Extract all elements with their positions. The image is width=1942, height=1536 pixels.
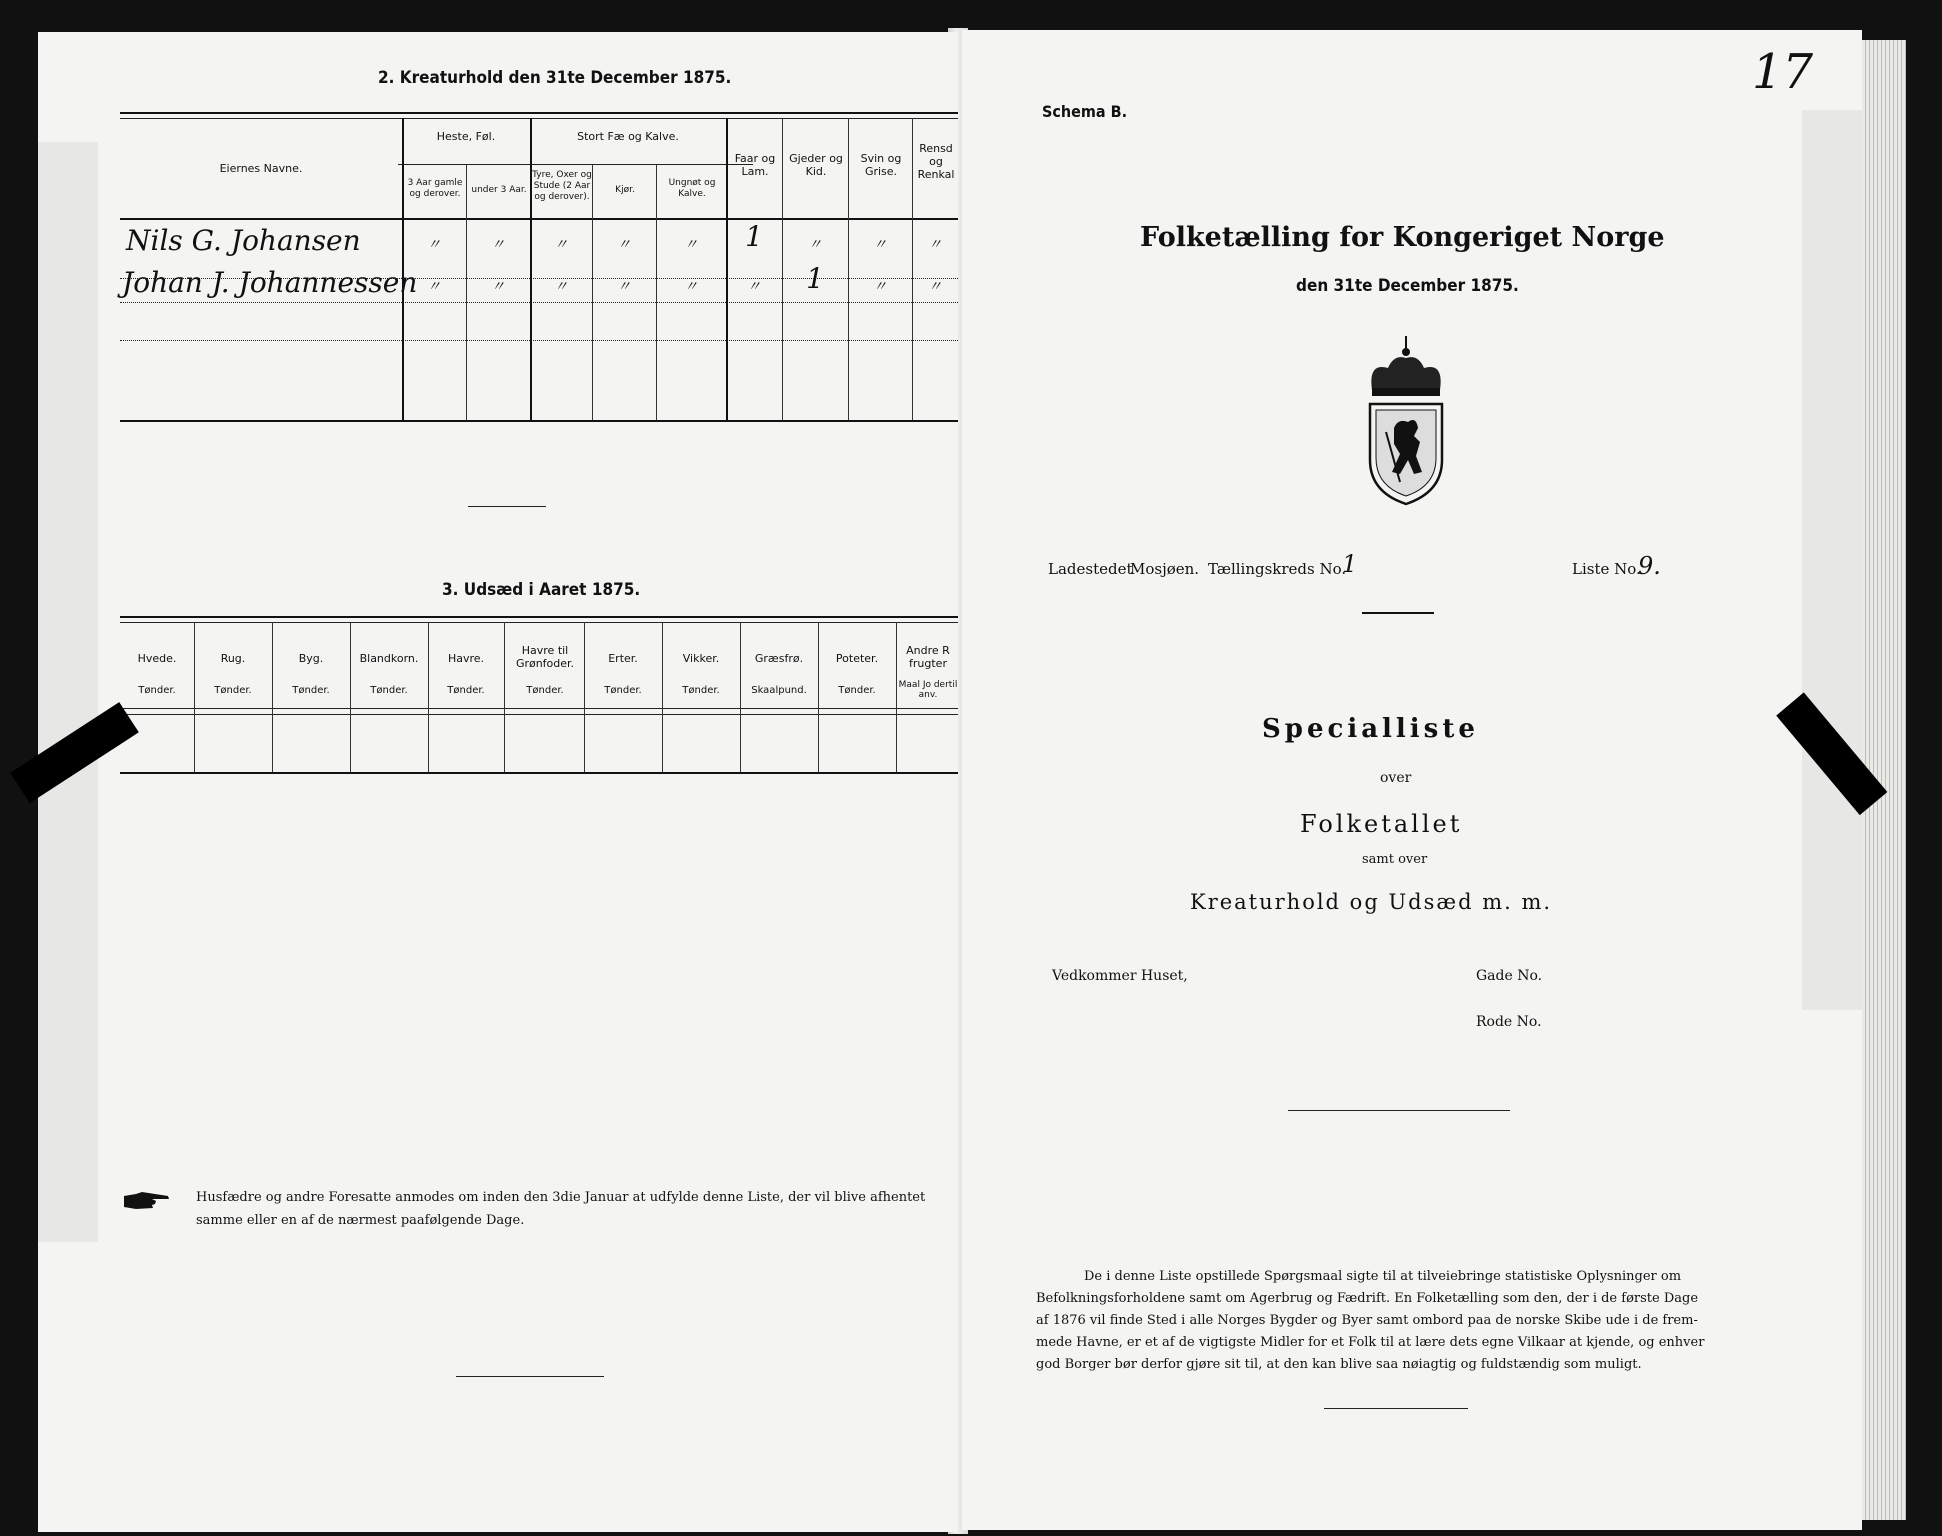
livestock-title: 2. Kreaturhold den 31te December 1875. xyxy=(378,68,732,88)
owner-name-2: Johan J. Johannessen xyxy=(122,266,418,299)
page-number: 17 xyxy=(1752,44,1814,100)
seed-header-peas: Erter. xyxy=(608,652,638,665)
row1-bulls: 〃 xyxy=(554,237,568,253)
cattle-header: Stort Fæ og Kalve. xyxy=(577,130,679,143)
row2-horses-young: 〃 xyxy=(491,279,505,295)
seed-unit-green-oats: Tønder. xyxy=(526,685,564,696)
district-label: Tællingskreds No. xyxy=(1208,560,1347,578)
row1-goats: 〃 xyxy=(808,237,822,253)
rode-number-label: Rode No. xyxy=(1476,1014,1542,1030)
seed-header-other: Andre R frugter xyxy=(906,644,950,670)
paragraph-line-5: god Borger bør derfor gjøre sit til, at den kan blive saa nøiagtig og fuldstændig som muligt. xyxy=(1036,1357,1642,1372)
goats-header: Gjeder og Kid. xyxy=(789,152,843,178)
over-label-1: over xyxy=(1380,770,1412,786)
row2-horses-old: 〃 xyxy=(427,279,441,295)
bleed-through xyxy=(1802,110,1862,1010)
row2-young-cattle: 〃 xyxy=(684,279,698,295)
row1-sheep: 1 xyxy=(745,220,763,253)
row2-bulls: 〃 xyxy=(554,279,568,295)
norway-coat-of-arms-icon xyxy=(1358,332,1454,512)
sheep-header: Faar og Lam. xyxy=(734,152,776,178)
row2-sheep: 〃 xyxy=(747,279,761,295)
seed-header-grass-seed: Græsfrø. xyxy=(754,652,804,665)
row1-horses-old: 〃 xyxy=(427,237,441,253)
seed-header-rye: Rug. xyxy=(220,652,246,665)
district-value: 1 xyxy=(1342,550,1358,578)
seed-unit-wheat: Tønder. xyxy=(138,685,176,696)
over-label-2: samt over xyxy=(1362,852,1428,867)
seed-unit-grass-seed: Skaalpund. xyxy=(751,685,807,696)
seed-unit-potatoes: Tønder. xyxy=(838,685,876,696)
street-number-label: Gade No. xyxy=(1476,968,1543,984)
seed-header-wheat: Hvede. xyxy=(137,652,177,665)
seed-header-barley: Byg. xyxy=(298,652,324,665)
schema-label: Schema B. xyxy=(1042,102,1128,121)
seed-unit-vetch: Tønder. xyxy=(682,685,720,696)
owner-name-1: Nils G. Johansen xyxy=(126,224,361,257)
seed-unit-oats: Tønder. xyxy=(447,685,485,696)
row1-horses-young: 〃 xyxy=(491,237,505,253)
seed-header-green-oats: Havre til Grønfoder. xyxy=(515,644,575,670)
list-label: Liste No. xyxy=(1572,560,1641,578)
seed-title: 3. Udsæd i Aaret 1875. xyxy=(442,580,641,600)
sub-horses-old: 3 Aar gamle og derover. xyxy=(407,178,463,199)
info-paragraph xyxy=(1036,1266,1704,1376)
row2-cows: 〃 xyxy=(617,279,631,295)
place-value: Mosjøen. xyxy=(1130,560,1200,578)
seed-header-oats: Havre. xyxy=(447,652,485,665)
seed-unit-rye: Tønder. xyxy=(214,685,252,696)
place-label: Ladestedet xyxy=(1048,560,1133,578)
kreaturhold-heading: Kreaturhold og Udsæd m. m. xyxy=(1190,890,1553,914)
census-date: den 31te December 1875. xyxy=(1296,276,1519,296)
pointing-hand-icon xyxy=(122,1190,172,1212)
horses-header: Heste, Føl. xyxy=(436,130,496,143)
row2-goats: 1 xyxy=(806,262,824,295)
seed-header-vetch: Vikker. xyxy=(682,652,720,665)
sub-young-cattle: Ungnøt og Kalve. xyxy=(668,178,716,199)
pigs-header: Svin og Grise. xyxy=(860,152,902,178)
seed-unit-mixed-grain: Tønder. xyxy=(370,685,408,696)
list-value: 9. xyxy=(1638,552,1661,580)
reindeer-header: Rensd og Renkal xyxy=(917,142,955,181)
folketallet-heading: Folketallet xyxy=(1300,810,1463,838)
sub-bulls: Tyre, Oxer og Stude (2 Aar og derover). xyxy=(532,170,592,202)
seed-header-mixed-grain: Blandkorn. xyxy=(359,652,419,665)
seed-unit-other: Maal Jo dertil anv. xyxy=(898,680,958,700)
house-label: Vedkommer Huset, xyxy=(1052,968,1188,984)
sub-cows: Kjør. xyxy=(615,185,635,195)
seed-unit-peas: Tønder. xyxy=(604,685,642,696)
left-page xyxy=(38,32,958,1532)
row1-reindeer: 〃 xyxy=(928,237,942,253)
paragraph-line-2: Befolkningsforholdene samt om Agerbrug og Fædrift. En Folketælling som den, der i de første Dage xyxy=(1036,1291,1699,1306)
row2-reindeer: 〃 xyxy=(928,279,942,295)
paragraph-line-4: mede Havne, er et af de vigtigste Midler for et Folk til at lære dets egne Vilkaar at kjende, og enhver xyxy=(1036,1335,1705,1350)
notice-text: Husfædre og andre Foresatte anmodes om inden den 3die Januar at udfylde denne Liste, der vil blive afhentet samme eller en af de nærmest paafølgende Dage. xyxy=(196,1190,926,1228)
seed-unit-barley: Tønder. xyxy=(292,685,330,696)
paragraph-line-3: af 1876 vil finde Sted i alle Norges Bygder og Byer samt ombord paa de norske Skibe ude i de frem- xyxy=(1036,1313,1698,1328)
row2-pigs: 〃 xyxy=(873,279,887,295)
paragraph-line-1: De i denne Liste opstillede Spørgsmaal sigte til at tilveiebringe statistiske Oplysninger om xyxy=(1084,1269,1682,1284)
specialliste-heading: Specialliste xyxy=(1262,714,1479,744)
owner-name-header: Eiernes Navne. xyxy=(219,162,303,175)
row1-pigs: 〃 xyxy=(873,237,887,253)
seed-header-potatoes: Poteter. xyxy=(835,652,879,665)
bleed-through xyxy=(38,142,98,1242)
row1-young-cattle: 〃 xyxy=(684,237,698,253)
row1-cows: 〃 xyxy=(617,237,631,253)
sub-horses-young: under 3 Aar. xyxy=(471,185,527,195)
right-page xyxy=(962,30,1862,1530)
census-title: Folketælling for Kongeriget Norge xyxy=(1140,222,1665,253)
